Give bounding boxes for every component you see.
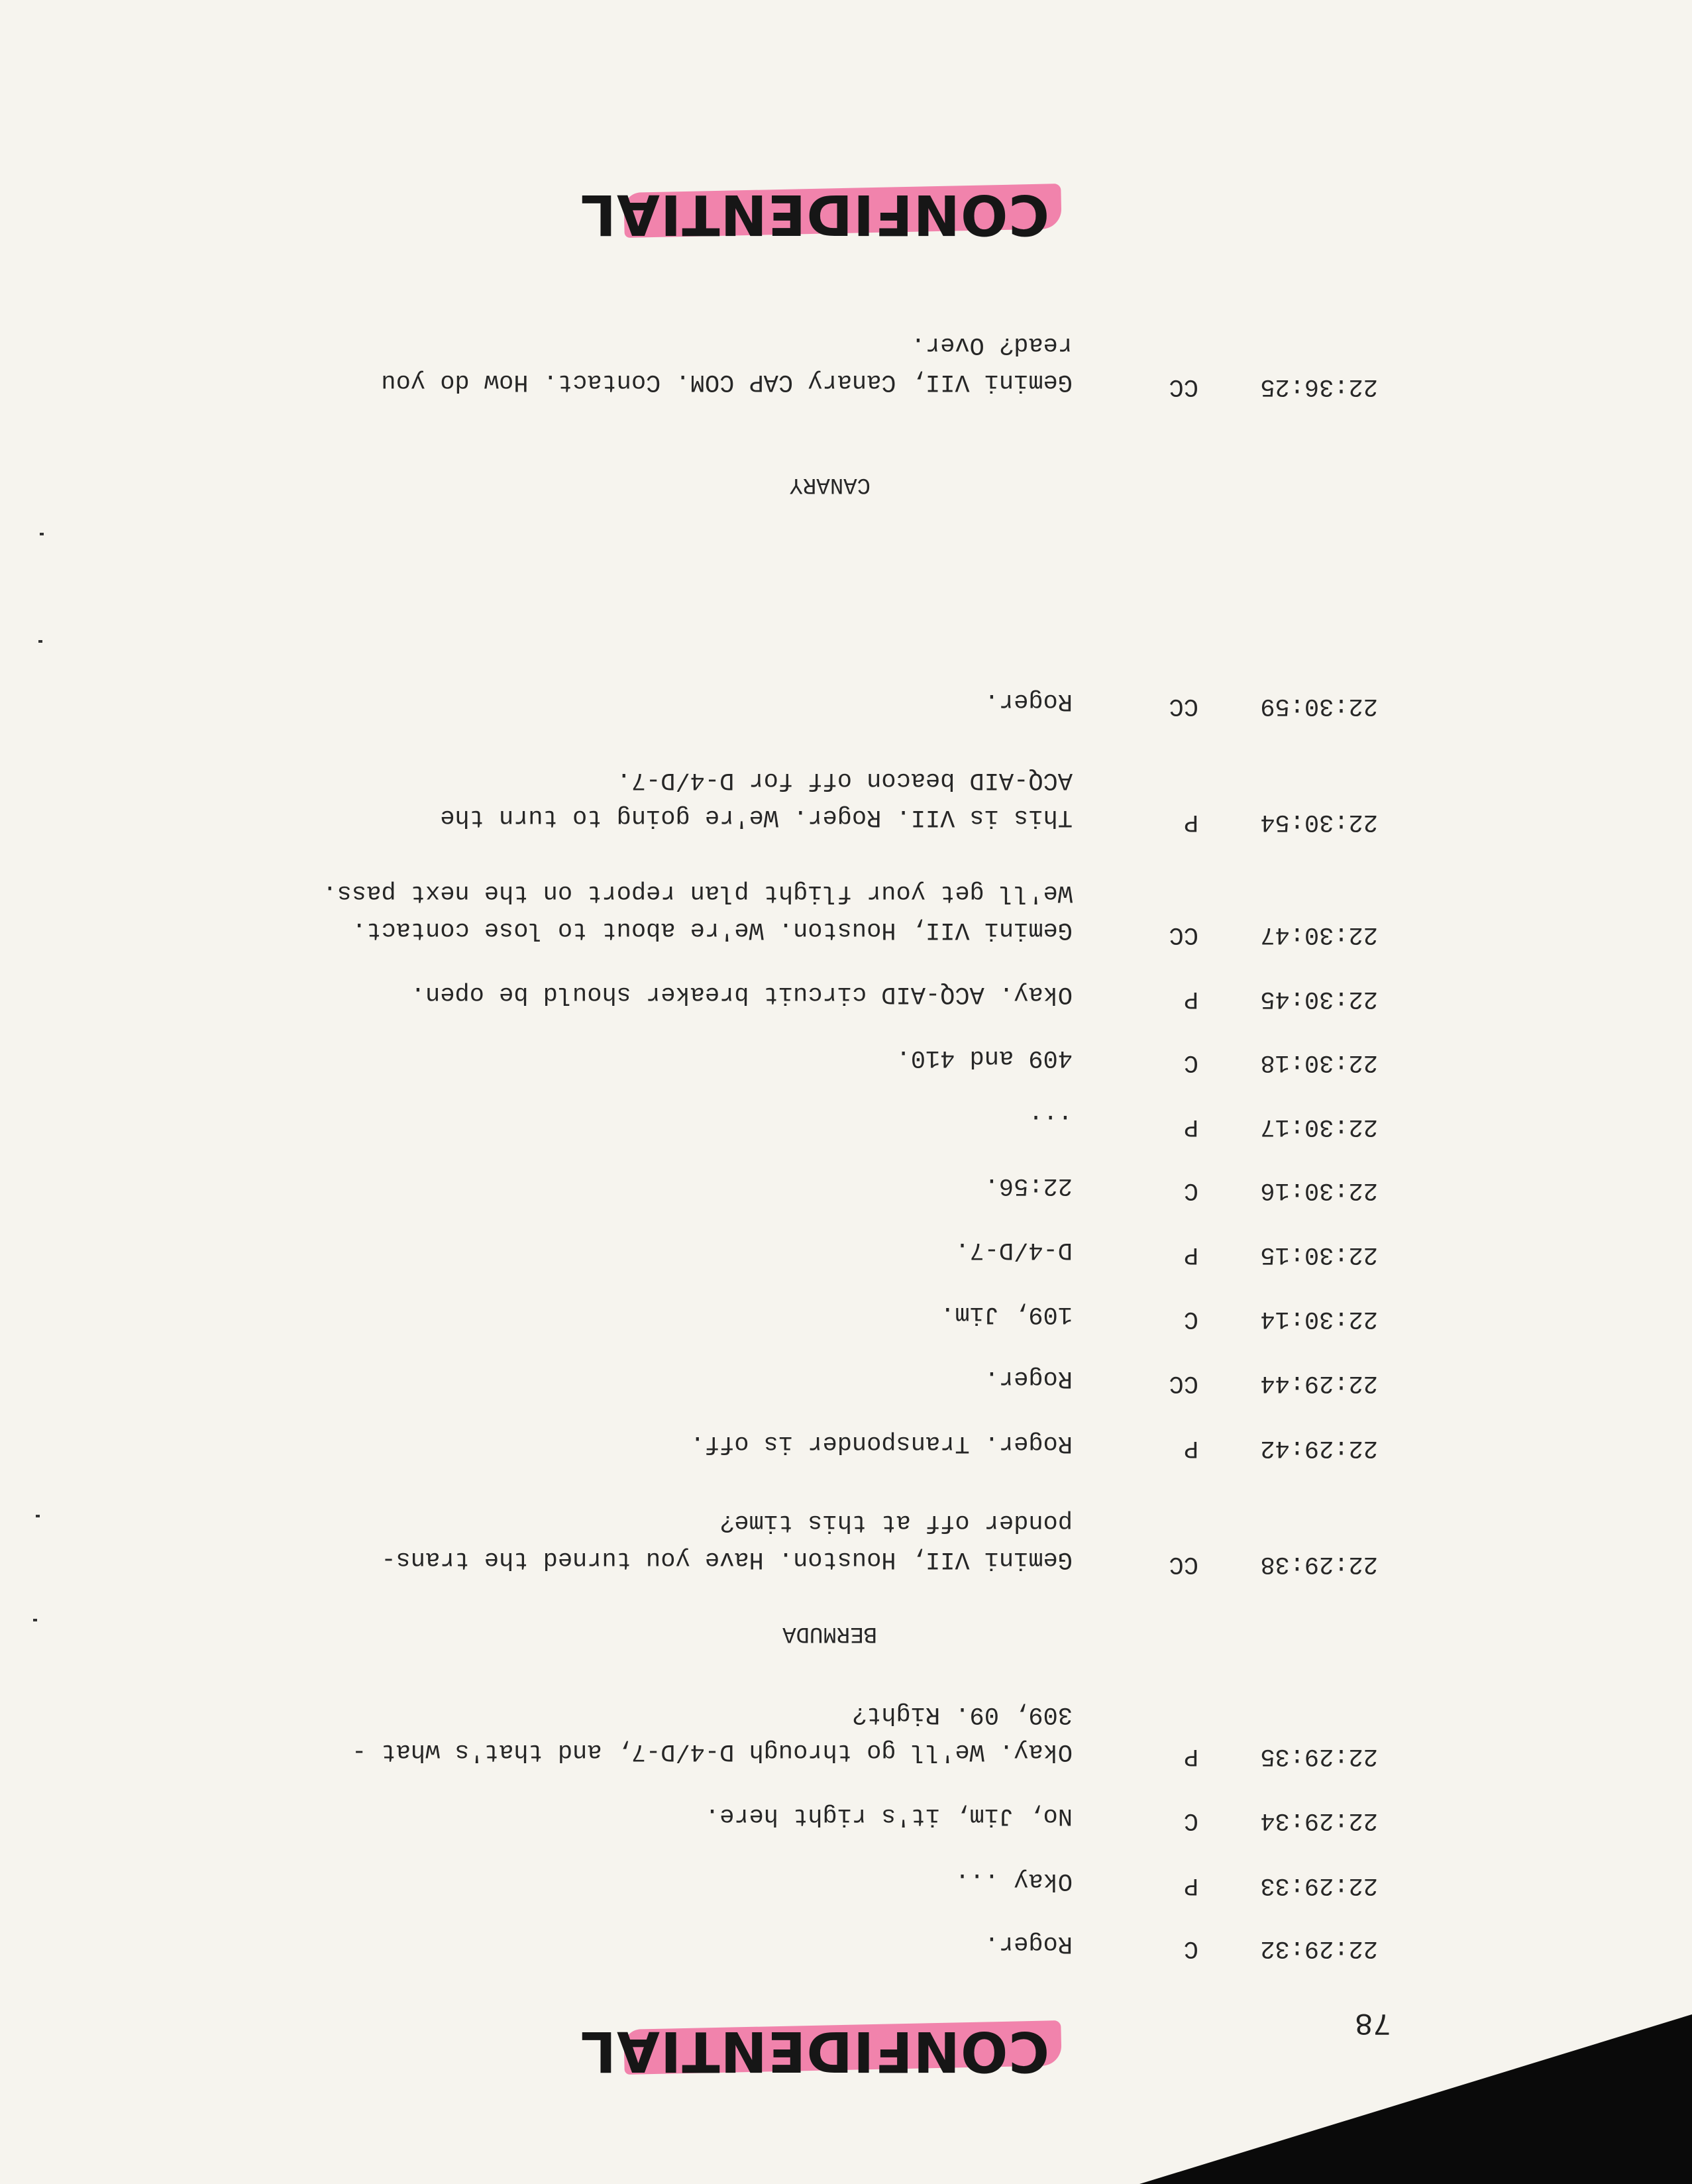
timestamp: 22:29:44 — [1260, 1369, 1378, 1397]
utterance-line: Gemini VII, Houston. We're about to lose contact. — [352, 916, 1073, 944]
speaker: C — [1183, 1305, 1198, 1333]
timestamp: 22:30:18 — [1260, 1048, 1378, 1076]
speaker: P — [1183, 1434, 1198, 1462]
speaker: C — [1183, 1806, 1198, 1834]
speaker: P — [1183, 1742, 1198, 1770]
utterance-line: 109, Jim. — [940, 1300, 1073, 1328]
section-heading-canary: CANARY — [789, 472, 871, 497]
utterance-line: No, Jim, it's right here. — [704, 1802, 1073, 1829]
utterance-line: Roger. — [984, 687, 1073, 715]
timestamp: 22:30:17 — [1260, 1113, 1378, 1140]
timestamp: 22:30:47 — [1260, 920, 1378, 948]
utterance-line: ponder off at this time? — [719, 1508, 1073, 1536]
section-heading-bermuda: BERMUDA — [782, 1621, 877, 1646]
timestamp: 22:29:33 — [1260, 1871, 1378, 1899]
utterance-line: Roger. — [984, 1364, 1073, 1392]
speaker: C — [1183, 1934, 1198, 1962]
utterance-line: Okay ... — [955, 1867, 1073, 1894]
speaker: C — [1183, 1176, 1198, 1204]
utterance-line: ACQ-AID beacon off for D-4/D-7. — [616, 766, 1073, 794]
speaker: CC — [1169, 920, 1198, 948]
speaker: C — [1183, 1048, 1198, 1076]
timestamp: 22:30:14 — [1260, 1305, 1378, 1333]
timestamp: 22:30:16 — [1260, 1176, 1378, 1204]
speaker: P — [1183, 1871, 1198, 1899]
confidential-label: CONFIDENTIAL — [580, 182, 1049, 247]
timestamp: 22:29:38 — [1260, 1550, 1378, 1578]
speaker: P — [1183, 1240, 1198, 1268]
utterance-line: Okay. ACQ-AID circuit breaker should be open. — [410, 980, 1073, 1008]
timestamp: 22:30:15 — [1260, 1240, 1378, 1268]
speaker: CC — [1169, 1369, 1198, 1397]
speaker: P — [1183, 985, 1198, 1012]
timestamp: 22:29:32 — [1260, 1934, 1378, 1962]
utterance-line: We'll get your flight plan report on the next pass. — [322, 879, 1073, 906]
utterance-line: D-4/D-7. — [955, 1236, 1073, 1264]
speaker: P — [1183, 808, 1198, 836]
utterance-line: Gemini VII, Houston. Have you turned the trans- — [381, 1545, 1073, 1573]
timestamp: 22:30:45 — [1260, 985, 1378, 1012]
timestamp: 22:36:25 — [1260, 372, 1378, 400]
utterance-line: Okay. We'll go through D-4/D-7, and that's what - — [352, 1737, 1073, 1765]
timestamp: 22:30:54 — [1260, 808, 1378, 836]
speaker: CC — [1169, 1550, 1198, 1578]
page-number: 78 — [1354, 2005, 1391, 2040]
speaker: CC — [1169, 692, 1198, 720]
utterance-line: Gemini VII, Canary CAP COM. Contact. How do you — [381, 368, 1073, 396]
timestamp: 22:29:42 — [1260, 1434, 1378, 1462]
utterance-line: Roger. Transponder is off. — [690, 1429, 1073, 1457]
speaker: CC — [1169, 372, 1198, 400]
utterance-line: ... — [1028, 1108, 1073, 1136]
utterance-line: 409 and 410. — [896, 1044, 1073, 1071]
utterance-line: 309, 09. Right? — [851, 1700, 1073, 1728]
speaker: P — [1183, 1113, 1198, 1140]
utterance-line: Roger. — [984, 1930, 1073, 1957]
utterance-line: 22:56. — [984, 1172, 1073, 1199]
confidential-label: CONFIDENTIAL — [580, 2019, 1049, 2084]
timestamp: 22:29:35 — [1260, 1742, 1378, 1770]
timestamp: 22:29:34 — [1260, 1806, 1378, 1834]
utterance-line: This is VII. Roger. We're going to turn the — [440, 803, 1073, 831]
utterance-line: read? Over. — [910, 331, 1073, 358]
timestamp: 22:30:59 — [1260, 692, 1378, 720]
